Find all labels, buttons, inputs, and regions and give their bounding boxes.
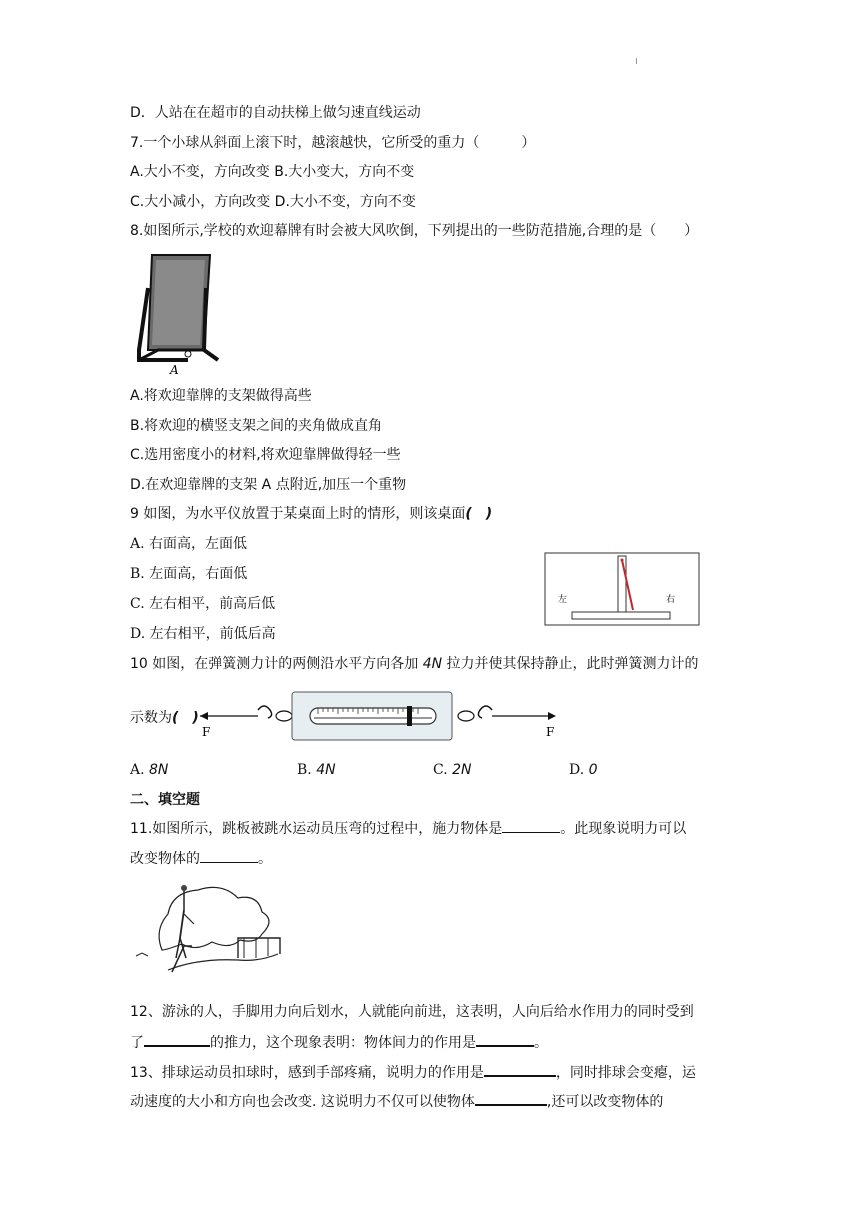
- q10-stem-cont: [130, 708, 199, 728]
- welcome-sign-figure: [130, 250, 222, 378]
- spring-left-force-label: F: [202, 725, 211, 739]
- q10-option-d: D. 0: [569, 762, 598, 778]
- q12-blank-1[interactable]: [144, 1031, 210, 1047]
- q13-blank-2[interactable]: [475, 1090, 547, 1106]
- q10-stem-text-c: 示数为: [130, 710, 172, 726]
- q8-option-c: C.选用密度小的材料,将欢迎靠牌做得轻一些: [130, 447, 401, 463]
- q8-stem: 8.如图所示,学校的欢迎幕牌有时会被大风吹倒，下列提出的一些防范措施,合理的是（ ）: [130, 223, 699, 239]
- q10-stem: [130, 654, 699, 674]
- q10-force-value: 4N: [422, 656, 443, 672]
- spring-balance-figure: [198, 688, 560, 744]
- q9-stem: [130, 504, 492, 524]
- q11-blank-1[interactable]: [502, 818, 560, 833]
- q9-answer-paren: ( ): [465, 506, 493, 522]
- q10-stem-text-b: 拉力并使其保持静止，此时弹簧测力计的: [442, 656, 699, 672]
- q12-blank-2[interactable]: [476, 1031, 534, 1047]
- q9-option-b: B. 左面高，右面低: [130, 566, 248, 582]
- q8-option-a: A.将欢迎靠牌的支架做得高些: [130, 388, 312, 404]
- q9-option-a: A. 右面高，左面低: [130, 536, 248, 552]
- section-fill-in-heading: 二、填空题: [130, 792, 200, 808]
- q10-stem-text-a: 10 如图，在弹簧测力计的两侧沿水平方向各加: [130, 656, 423, 672]
- q6-option-d: D．人站在在超市的自动扶梯上做匀速直线运动: [130, 105, 421, 121]
- q7-stem: 7.一个小球从斜面上滚下时，越滚越快，它所受的重力（ ）: [130, 135, 536, 151]
- page-mark: [636, 58, 637, 64]
- spring-right-force-label: F: [546, 725, 555, 739]
- q7-options-ab: A.大小不变，方向改变 B.大小变大，方向不变: [130, 164, 415, 180]
- q11-blank-2[interactable]: [200, 848, 258, 863]
- q13-stem-cont: 动速度的大小和方向也会改变. 这说明力不仅可以使物体 ,还可以改变物体的: [130, 1090, 663, 1112]
- q10-option-c: C. 2N: [433, 762, 472, 778]
- spirit-level-figure: [544, 552, 700, 626]
- level-left-label: 左: [558, 595, 568, 605]
- q12-stem: 12、游泳的人，手脚用力向后划水，人就能向前进，这表明，人向后给水作用力的同时受到: [130, 1004, 694, 1020]
- level-right-label: 右: [666, 595, 676, 605]
- q9-option-c: C. 左右相平，前高后低: [130, 596, 276, 612]
- q9-stem-text: 9 如图，为水平仪放置于某桌面上时的情形，则该桌面: [130, 506, 466, 522]
- q8-option-b: B.将欢迎的横竖支架之间的夹角做成直角: [130, 418, 383, 434]
- q11-stem-cont: 改变物体的 。: [130, 848, 272, 869]
- q10-answer-paren: ( ): [172, 710, 199, 726]
- q10-option-b: B. 4N: [297, 762, 336, 778]
- q10-option-a: A. 8N: [130, 762, 169, 778]
- q13-blank-1[interactable]: [484, 1061, 556, 1077]
- q11-stem: 11.如图所示，跳板被跳水运动员压弯的过程中，施力物体是 。此现象说明力可以: [130, 818, 686, 839]
- sign-point-label: A: [170, 363, 179, 377]
- q13-stem: 13、排球运动员扣球时，感到手部疼痛，说明力的作用是 ，同时排球会变瘪，运: [130, 1061, 696, 1083]
- q12-stem-cont: 了 的推力，这个现象表明：物体间力的作用是 。: [130, 1031, 548, 1053]
- diver-figure: [132, 880, 292, 980]
- q8-option-d: D.在欢迎靠牌的支架 A 点附近,加压一个重物: [130, 477, 407, 493]
- q7-options-cd: C.大小减小，方向改变 D.大小不变，方向不变: [130, 194, 416, 210]
- q9-option-d: D. 左右相平，前低后高: [130, 626, 276, 642]
